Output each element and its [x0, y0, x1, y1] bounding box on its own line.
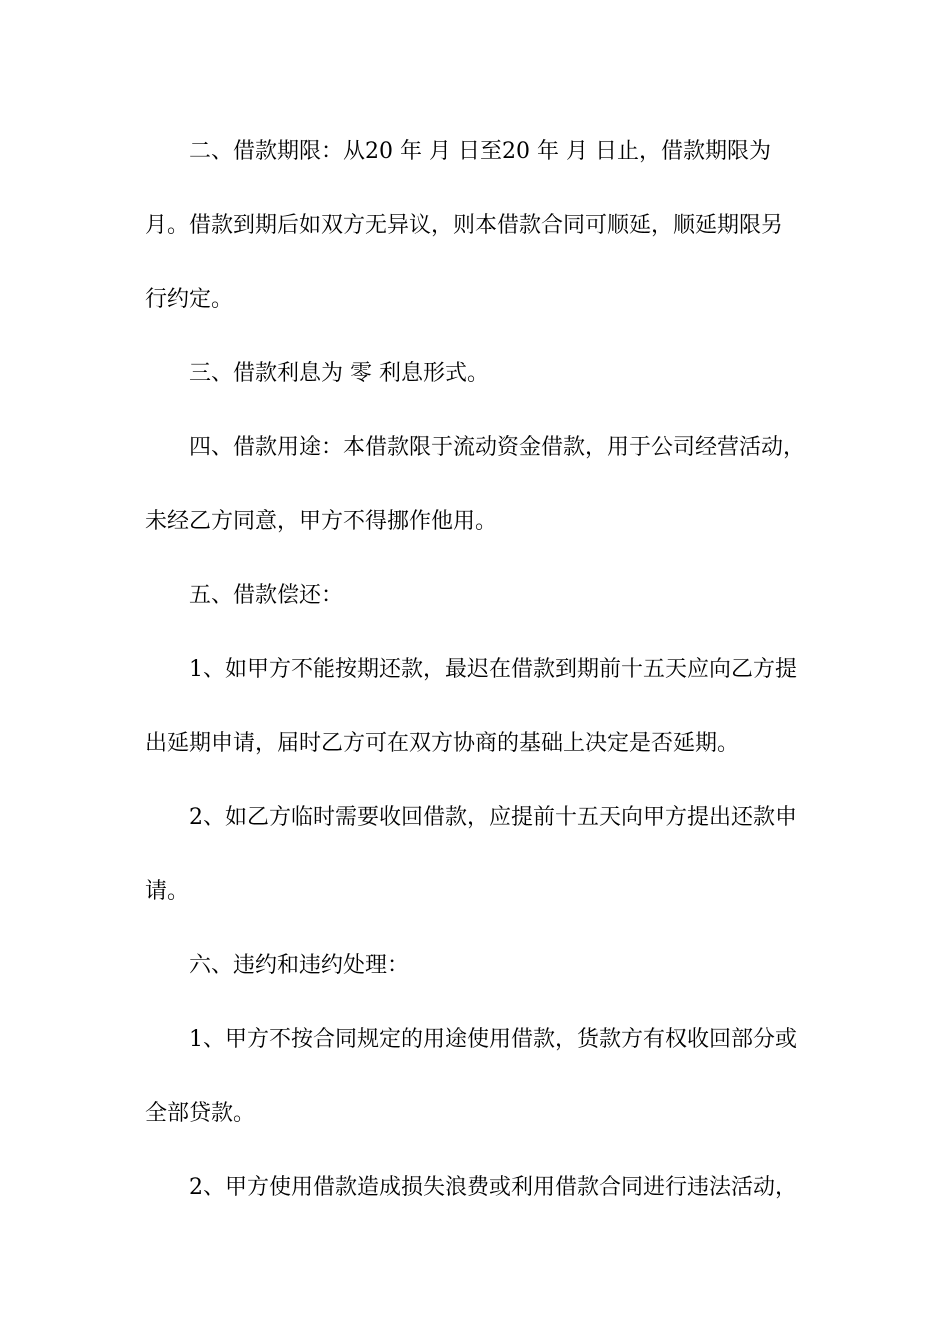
clause-5-item-2-line-2: 请。	[145, 879, 190, 904]
clause-2-line-1: 二、借款期限：从20 年 月 日至20 年 月 日止，借款期限为	[189, 139, 771, 164]
clause-3-line-1: 三、借款利息为 零 利息形式。	[189, 361, 489, 386]
clause-5-item-2-line-1: 2、如乙方临时需要收回借款，应提前十五天向甲方提出还款申	[189, 805, 797, 830]
clause-6-item-2-line-1: 2、甲方使用借款造成损失浪费或利用借款合同进行违法活动，	[189, 1175, 797, 1200]
clause-4-line-1: 四、借款用途：本借款限于流动资金借款，用于公司经营活动，	[189, 435, 806, 460]
clause-6-item-1-line-2: 全部贷款。	[145, 1101, 256, 1126]
clause-6-item-1-line-1: 1、甲方不按合同规定的用途使用借款，货款方有权收回部分或	[189, 1027, 797, 1052]
clause-2-line-2: 月。借款到期后如双方无异议，则本借款合同可顺延，顺延期限另	[145, 213, 784, 238]
clause-5-item-1-line-2: 出延期申请，届时乙方可在双方协商的基础上决定是否延期。	[145, 731, 740, 756]
clause-5-heading: 五、借款偿还：	[189, 583, 344, 608]
clause-6-heading: 六、违约和违约处理：	[189, 953, 410, 978]
clause-2-line-3: 行约定。	[145, 287, 234, 312]
clause-5-item-1-line-1: 1、如甲方不能按期还款，最迟在借款到期前十五天应向乙方提	[189, 657, 797, 682]
clause-4-line-2: 未经乙方同意，甲方不得挪作他用。	[145, 509, 498, 534]
